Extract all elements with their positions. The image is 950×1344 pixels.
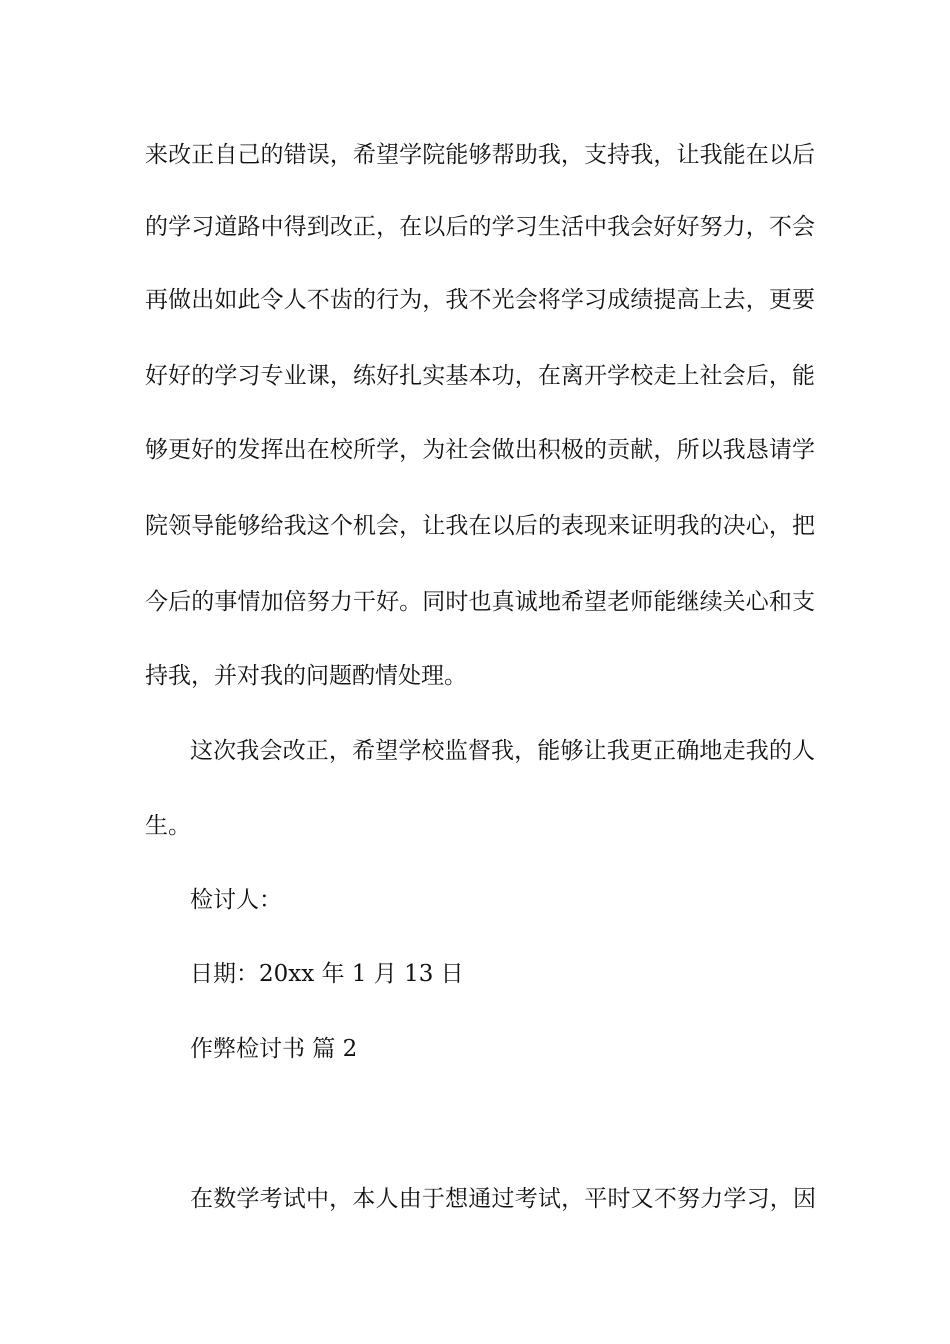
body-text-line: 持我，并对我的问题酌情处理。 bbox=[145, 663, 467, 689]
date-line: 日期：20xx 年 1 月 13 日 bbox=[190, 961, 464, 987]
section-heading: 作弊检讨书 篇 2 bbox=[190, 1036, 358, 1062]
reviewer-label: 检讨人： bbox=[190, 887, 282, 913]
body-text-line: 好好的学习专业课，练好扎实基本功，在离开学校走上社会后，能 bbox=[145, 363, 815, 389]
body-text-line: 今后的事情加倍努力干好。同时也真诚地希望老师能继续关心和支 bbox=[145, 589, 815, 615]
body-text-line: 来改正自己的错误，希望学院能够帮助我，支持我，让我能在以后 bbox=[145, 142, 815, 168]
body-text-line: 生。 bbox=[145, 813, 191, 839]
paragraph-first-line: 这次我会改正，希望学校监督我，能够让我更正确地走我的人 bbox=[190, 738, 815, 764]
body-text-line: 的学习道路中得到改正，在以后的学习生活中我会好好努力，不会 bbox=[145, 214, 815, 240]
body-text-line: 院领导能够给我这个机会，让我在以后的表现来证明我的决心，把 bbox=[145, 513, 815, 539]
paragraph-first-line: 在数学考试中，本人由于想通过考试，平时又不努力学习，因 bbox=[190, 1186, 816, 1212]
body-text-line: 够更好的发挥出在校所学，为社会做出积极的贡献，所以我恳请学 bbox=[145, 437, 815, 463]
body-text-line: 再做出如此令人不齿的行为，我不光会将学习成绩提高上去，更要 bbox=[145, 287, 815, 313]
